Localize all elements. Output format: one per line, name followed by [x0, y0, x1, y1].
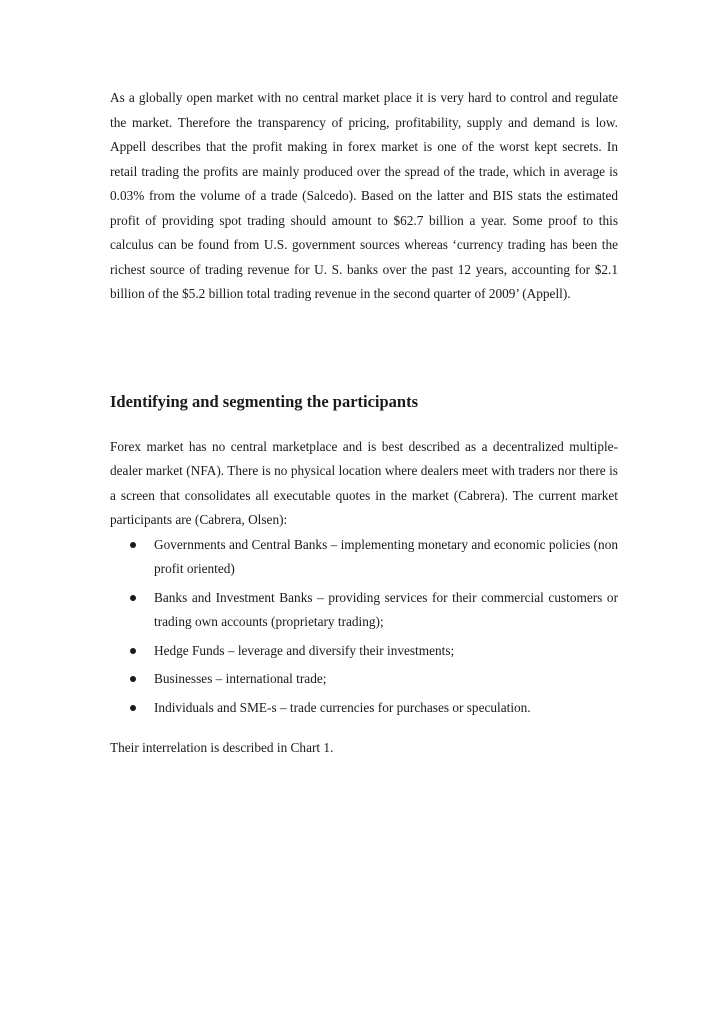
spacer	[110, 307, 618, 391]
list-item-text: Individuals and SME-s – trade currencies for purchases or speculation.	[154, 699, 531, 715]
bullet-icon	[130, 542, 136, 548]
paragraph-closing: Their interrelation is described in Chart 1.	[110, 740, 334, 755]
document-page	[110, 86, 618, 761]
spacer	[110, 413, 618, 435]
list-item-text: Governments and Central Banks – implementing monetary and economic policies (non profit oriented)	[154, 536, 618, 576]
list-item	[110, 639, 618, 664]
list-item	[110, 533, 618, 582]
paragraph-market-profit: As a globally open market with no central market place it is very hard to control and regulate the market. Therefore the transparency of pricing, profitability, supply and demand is low. Appell describes that the profit making in forex market is one of the worst kept secrets. In retail trading the profits are mainly produced over the spread of the trade, which in average is 0.03% from the volume of a trade (Salcedo). Based on the latter and BIS stats the estimated profit of providing spot trading should amount to $62.7 billion a year. Some proof to this calculus can be found from U.S. government sources whereas ‘currency trading has been the richest source of trading revenue for U. S. banks over the past 12 years, accounting for $2.1 billion of the $5.2 billion total trading revenue in the second quarter of 2009’ (Appell).	[110, 90, 618, 301]
participants-list	[110, 533, 618, 721]
list-item	[110, 696, 618, 721]
list-item	[110, 586, 618, 635]
list-item-text: Banks and Investment Banks – providing services for their commercial customers or trading own accounts (proprietary trading);	[154, 589, 618, 629]
bullet-icon	[130, 676, 136, 682]
section-heading: Identifying and segmenting the participants	[110, 391, 419, 411]
list-item	[110, 667, 618, 692]
bullet-icon	[130, 705, 136, 711]
list-item-text: Businesses – international trade;	[154, 671, 327, 686]
bullet-icon	[130, 648, 136, 654]
list-item-text: Hedge Funds – leverage and diversify their investments;	[154, 642, 455, 658]
spacer	[110, 724, 618, 736]
paragraph-participants-intro: Forex market has no central marketplace and is best described as a decentralized multiple-dealer market (NFA). There is no physical location where dealers meet with traders nor there is a screen that consolidates all executable quotes in the market (Cabrera). The current market participants are (Cabrera, Olsen):	[110, 438, 618, 527]
bullet-icon	[130, 595, 136, 601]
